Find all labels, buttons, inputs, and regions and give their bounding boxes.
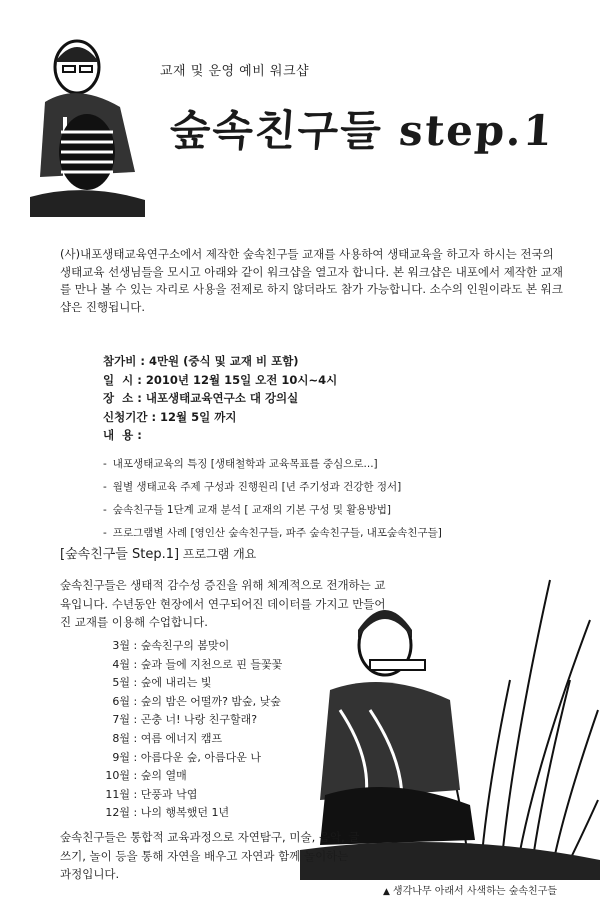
- content-list: [103, 453, 573, 545]
- list-item: 11월 : 단풍과 낙엽: [105, 787, 198, 801]
- workshop-info: [103, 352, 573, 545]
- workshop-subtitle: 교재 및 운영 예비 워크샵: [160, 64, 310, 79]
- list-item: - 숲속친구들 1단계 교재 분석 [ 교재의 기본 구성 및 활용방법]: [103, 503, 391, 516]
- place-value: 내포생태교육연구소 대 강의실: [145, 391, 299, 405]
- date-value: 2010년 12월 15일 오전 10시~4시: [145, 372, 338, 387]
- list-item: 9월 : 아름다운 숲, 아름다운 나: [112, 750, 261, 764]
- illustration-caption: [383, 882, 557, 897]
- list-item: 12월 : 나의 행복했던 1년: [105, 806, 230, 820]
- fee-value: 4만원 (중식 및 교재 비 포함): [148, 354, 299, 368]
- caption-text: 생각나무 아래서 사색하는 숲속친구들: [392, 886, 558, 897]
- list-item: 3월 : 숲속친구의 봄맞이: [112, 639, 230, 652]
- date-row: 일 시 : 2010년 12월 15일 오전 10시~4시: [103, 371, 573, 390]
- program-heading-rest: 프로그램 개요: [182, 547, 257, 561]
- deadline-value: 12월 5일 까지: [160, 409, 237, 424]
- closing-paragraph: 숲속친구들은 통합적 교육과정으로 자연탐구, 미술, 음악, 글쓰기, 놀이 등을 통해 자연을 배우고 자연과 함께 놀이하는 과정입니다.: [60, 830, 360, 881]
- list-item: 8월 : 여름 에너지 캠프: [112, 731, 223, 745]
- deadline-row: 신청기간 : 12월 5일 까지: [103, 408, 573, 427]
- fee-label: 참가비: [103, 354, 137, 368]
- list-item: - 내포생태교육의 특징 [생태철학과 교육목표를 중심으로...]: [103, 457, 378, 470]
- fee-row: 참가비 : 4만원 (중식 및 교재 비 포함): [103, 352, 573, 371]
- list-item: - 프로그램별 사례 [영인산 숲속친구들, 파주 숲속친구들, 내포숲속친구들]: [103, 526, 442, 539]
- list-item: 5월 : 숲에 내리는 빛: [112, 676, 212, 690]
- content-row: 내 용 :: [103, 426, 573, 445]
- seated-figure-illustration: [25, 22, 150, 217]
- place-row: 장 소 : 내포생태교육연구소 대 강의실: [103, 389, 573, 408]
- list-item: - 월별 생태교육 주제 구성과 진행원리 [년 주기성과 건강한 정서]: [103, 480, 402, 493]
- intro-paragraph: (사)내포생태교육연구소에서 제작한 숲속친구들 교재를 사용하여 생태교육을 하고자 하시는 전국의 생태교육 선생님들을 모시고 아래와 같이 워크샵을 열고자 합니다. 본 워크샵은 내포에서 제작한 교재를 만나 볼 수 있는 자리로 사용을 전제로 하지 않더라도 참가 가능합니다. 소수의 인원이라도 본 워크샵은 진행됩니다.: [60, 247, 563, 314]
- list-item: 10월 : 숲의 열매: [105, 769, 187, 783]
- date-label: 일 시: [103, 372, 134, 387]
- list-item: 6월 : 숲의 밤은 어떨까? 밤숲, 낮숲: [112, 694, 281, 708]
- program-description: 숲속친구들은 생태적 감수성 증진을 위해 체계적으로 전개하는 교육입니다. 수년동안 현장에서 연구되어진 데이터를 가지고 만들어진 교재를 이용해 수업합니다.: [60, 578, 386, 629]
- monthly-topics: [100, 637, 282, 823]
- triangle-icon: ▲: [383, 887, 390, 897]
- program-heading: [60, 543, 256, 562]
- list-item: 4월 : 숲과 들에 지천으로 핀 들꽃꽃: [112, 657, 283, 671]
- page-title: 숲속친구들 step.1: [168, 106, 557, 155]
- deadline-label: 신청기간: [103, 409, 148, 424]
- content-label: 내 용: [103, 428, 134, 442]
- list-item: 7월 : 곤충 너! 나랑 친구할래?: [112, 713, 258, 727]
- program-heading-title: [숲속친구들 Step.1]: [60, 547, 180, 562]
- place-label: 장 소: [103, 391, 134, 405]
